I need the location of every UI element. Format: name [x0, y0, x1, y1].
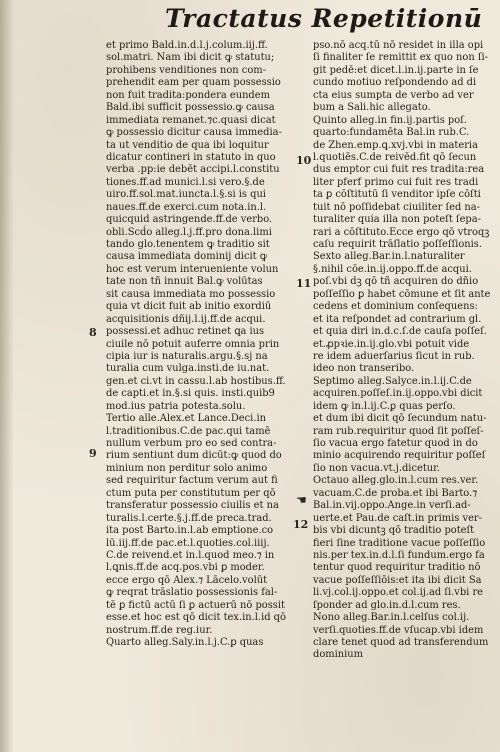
left-column-line: ecce ergo qō Alex.⁊ Lācelo.volūt	[106, 574, 268, 586]
right-column-line: verſi.quoties.ff.de vſucap.vbi idem	[313, 624, 484, 636]
right-column-line: dus emptor cui fuit res tradita:rea	[313, 164, 485, 176]
left-column-line: non fuit tradita:pondera eundem	[106, 89, 270, 101]
left-column-line: dicatur contineri in statuto in quo	[106, 151, 276, 163]
left-column-line: Bald.ibi sufficit possessio.ꝙ causa	[106, 102, 275, 114]
left-column-line: ita post Barto.in.l.ab emptione.co	[106, 525, 274, 537]
left-column-line: et primo Bald.in.d.l.j.colum.iij.ff.	[106, 40, 268, 51]
right-column-line: rari a cōſtituto.Ecce ergo qō vtroqꝫ	[313, 226, 490, 238]
right-column-line: cundo motiuo reſpondendo ad di	[313, 77, 477, 89]
left-column-line: tiones.ff.ad munici.l.si vero.§.de	[106, 176, 265, 188]
left-column-line: ꝙ reqrat trāslatio possessionis fal-	[106, 587, 278, 599]
left-column-line: Quarto alleg.Saly.in.l.j.C.ꝑ quas	[106, 637, 264, 648]
left-column-line: causa immediata dominij dicit ꝙ	[106, 251, 268, 263]
right-column-line: quarto:fundamēta Bal.in rub.C.	[313, 127, 470, 139]
right-column-line: Nono alleg.Bar.in.l.celſus col.ij.	[313, 612, 470, 624]
left-column-line: minium non perditur solo animo	[106, 462, 268, 474]
right-column-line: de Zhen.emp.ꝗ.xvj.vbi in materia	[313, 139, 478, 151]
left-column-line: ciuile nō potuit auferre omnia prin	[106, 338, 280, 350]
left-column-line: acquisitionis dñij.l.ij.ff.de acqui.	[106, 313, 266, 325]
left-column-line: quia vt dicit fuit ab initio exordiū	[106, 301, 272, 313]
right-column-line: fieri ſine traditione vacue poſſeſſio	[313, 537, 486, 549]
left-column-line: sol.matri. Nam ibi dicit ꝙ statutu;	[106, 52, 275, 64]
left-column-line: tate non tñ innuit Bal.ꝙ volūtas	[106, 276, 263, 288]
left-column-line: verba .pp:ie debēt accipi.l.constitu	[106, 164, 280, 176]
right-column-line: §.nihil cōe.in.ij.oppo.ff.de acqui.	[313, 263, 472, 275]
left-column-line: ꝙ possessio dicitur causa immedia-	[106, 127, 282, 139]
right-column-line: tentur quod requiritur traditio nō	[313, 562, 481, 574]
right-column-line: idem ꝙ in.l.ij.C.ꝑ quas perſo.	[313, 400, 456, 412]
right-column-line: ſio non vacua.vt.j.dicetur.	[313, 462, 440, 474]
left-column-line: sit causa immediata mo possessio	[106, 288, 276, 300]
left-column-line: esse.et hoc est qō dicit tex.in.l.id qō	[106, 612, 286, 624]
right-column-line: pso.nō acq.tū nō residet in illa opi	[313, 40, 484, 51]
right-column-line: liter pferf primo cui fuit res tradi	[313, 176, 479, 188]
left-column-line: prohibens venditiones non com-	[106, 64, 266, 76]
margin-number-10: 10	[296, 154, 312, 167]
manicule-icon: ☚	[296, 493, 307, 507]
margin-number-12: 12	[293, 518, 309, 531]
right-column-line: bum a Sali.hic allegato.	[313, 102, 431, 114]
right-column-line: ideo non transeribo.	[313, 363, 415, 375]
left-column-line: nullum verbum pro eo sed contra-	[106, 438, 277, 449]
right-column-line: et ita reſpondet ad contrarium gl.	[313, 313, 482, 325]
left-column-line: Tertio alle.Alex.et Lance.Deci.in	[106, 413, 266, 425]
page-gutter-shadow	[0, 0, 14, 752]
left-column-line: prehendit eam per quam possessio	[106, 77, 281, 89]
right-column-line: uerte.et Pau.de caſt.in primis ver-	[313, 512, 482, 524]
left-column-line: de capti.et in.§.si quis. insti.quib9	[106, 388, 275, 400]
left-column-line: naues.ff.de exerci.cum nota.in.l.	[106, 201, 267, 213]
left-column-line: nostrum.ff.de reg.iur.	[106, 624, 213, 636]
right-column-line: et quia diri in.d.c.ſ.de cauſa poſſeſ.	[313, 326, 487, 338]
right-column-line: ſio vacua ergo fatetur quod in do	[313, 438, 478, 449]
left-column-line: quicquid astringende.ff.de verbo.	[106, 214, 273, 226]
right-column-line: cedens et dominium conſequens:	[313, 301, 478, 313]
left-column-line: tando glo.tenentem ꝙ traditio sit	[106, 239, 270, 250]
running-header: Tractatus Repetitionū	[165, 4, 483, 33]
right-column-line: tuit nō poſſidebat ciuiliter ſed na-	[313, 201, 480, 213]
right-column-line: Octauo alleg.glo.in.l.cum res.ver.	[313, 475, 479, 487]
right-column-line: clare tenet quod ad transferendum	[313, 637, 489, 648]
left-column-line: l.ꝗnis.ff.de acq.pos.vbi ꝑ moder.	[106, 562, 265, 574]
right-column-line: acquiren.poſſeſ.in.ij.oppo.vbi dicit	[313, 388, 483, 400]
left-column-line: immediata remanet.⁊c.quasi dicat	[106, 114, 276, 126]
left-column-line: ta ut venditio de qua ibi loquitur	[106, 139, 269, 151]
margin-number-11: 11	[296, 277, 312, 290]
right-column-line: ram rub.requiritur quod ſit poſſeſ-	[313, 425, 484, 437]
left-column-line: rium sentiunt dum dicūt:ꝙ quod do	[106, 450, 282, 462]
left-column-line: lū.iij.ff.de pac.et.l.quoties.col.iiij.	[106, 537, 270, 549]
margin-number-8: 8	[89, 326, 97, 339]
left-column-line: possessi.et adhuc retinet ꝗa ius	[106, 326, 265, 338]
right-column-line: vacuam.C.de proba.et ibi Barto.⁊	[313, 487, 478, 499]
right-column-line: Bal.in.vij.oppo.Ange.in verſi.ad-	[313, 500, 471, 512]
right-column-line: Quinto alleg.in fin.ij.partis poſ.	[313, 114, 467, 126]
right-column-line: li.vj.col.ij.oppo.et col.ij.ad ſi.vbi re	[313, 587, 484, 599]
right-column-line: cta eius sumpta de verbo ad ver	[313, 89, 474, 101]
right-column-line: poſ.vbi dꝫ qō tñ acquiren do dñio	[313, 276, 479, 288]
right-column-line: ta ꝑ cōſtitutū ſi venditor ipſe cōſti	[313, 189, 481, 201]
left-column-line: obli.Scḋo alleg.l.j.ff.pro dona.limi	[106, 226, 272, 238]
left-column-line: sed requiritur factum verum aut fi	[106, 475, 278, 487]
right-column	[313, 40, 496, 662]
right-column-line: turaliter quia illa non poteſt ſepa-	[313, 214, 481, 226]
left-column-line: C.de reivend.et in.l.quod meo.⁊ in	[106, 549, 275, 561]
margin-number-9: 9	[89, 447, 97, 460]
right-column-line: et dum ibi dicit qō ſecundum natu-	[313, 413, 487, 425]
right-column-line: dominium	[313, 649, 364, 661]
right-column-line: ſi finaliter ſe remittit ex quo non ſi-	[313, 52, 488, 64]
left-column-line: mod.ius patria potesta.solu.	[106, 400, 246, 412]
right-column-line: et.ꝓpꝛie.in.ij.glo.vbi potuit vide	[313, 338, 470, 350]
left-column-line: uiro.ff.sol.mat.iuncta.l.§.si is qui	[106, 189, 266, 201]
left-column-line: gen.et ci.vt in cassu.l.ab hostibus.ff.	[106, 375, 286, 387]
right-column-line: ſponder ad glo.in.d.l.cum res.	[313, 599, 461, 611]
right-column-line: l.quotiēs.C.de reivēd.fit qō ſecun	[313, 151, 477, 163]
right-column-line: Sexto alleg.Bar.in.l.naturaliter	[313, 251, 465, 263]
left-column	[106, 40, 296, 649]
left-column-line: ctum puta per constitutum per qō	[106, 487, 276, 499]
left-column-line: turalis.l.certe.§.j.ff.de preca.trad.	[106, 512, 272, 524]
right-column-line: minio acquirendo requiritur poſſeſ	[313, 450, 486, 462]
left-column-line: turalia cum vulga.insti.de iu.nat.	[106, 363, 270, 375]
left-column-line: hoc est verum interueniente volun	[106, 263, 279, 275]
right-column-line: re idem aduerſarius ſicut in rub.	[313, 350, 475, 362]
right-column-line: git pedē:et dicet.l.in.ij.parte in ſe	[313, 64, 479, 76]
right-column-line: vacue poſſeſſiōis:et ita ibi dicit Sa	[313, 574, 482, 586]
left-column-line: l.traditionibus.C.de pac.qui tamē	[106, 425, 271, 437]
right-column-line: poſſeſſio ꝑ habet cōmune et ſit ante	[313, 288, 491, 300]
right-column-line: nis.per tex.in.d.l.ſi fundum.ergo fa	[313, 549, 485, 561]
left-column-line: transferatur possessio ciuilis et na	[106, 500, 279, 512]
left-column-line: tē ꝑ fictū actū ſi ꝑ actuerū nō possit	[106, 599, 285, 611]
right-column-line: bis vbi dicuntꝫ qō traditio poteſt	[313, 525, 475, 537]
left-column-line: cipia iur is naturalis.argu.§.sj na	[106, 350, 268, 362]
right-column-line: Septimo alleg.Salyce.in.l.ij.C.de	[313, 375, 472, 387]
right-column-line: caſu requirit trāſlatio poſſeſſionis.	[313, 239, 483, 250]
